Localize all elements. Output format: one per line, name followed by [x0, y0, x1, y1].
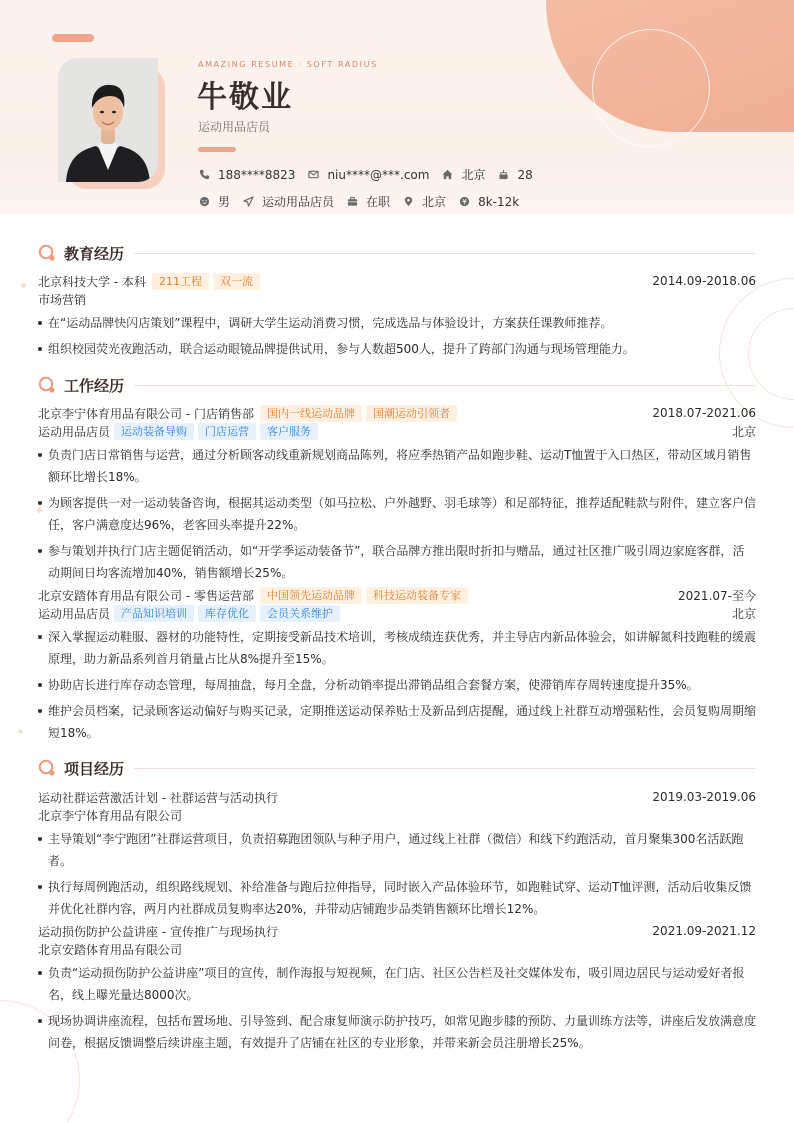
- section-title: 项目经历: [64, 759, 125, 778]
- target-city-item: [402, 193, 446, 210]
- user-smile-icon: [198, 196, 210, 208]
- entry-header: [38, 788, 756, 806]
- project-name: 运动损伤防护公益讲座 - 宣传推广与现场执行: [38, 924, 278, 939]
- briefcase-icon: [346, 196, 358, 208]
- decorative-dot: [21, 283, 26, 288]
- section-magnifier-icon: [38, 244, 56, 262]
- status-value: 在职: [366, 195, 391, 209]
- home-icon: [441, 169, 453, 181]
- entry-date: 2018.07-2021.06: [652, 406, 756, 420]
- age-item: [497, 168, 532, 182]
- company-tag: 国潮运动引领者: [366, 405, 457, 422]
- entry-header: [38, 404, 756, 422]
- school-name: 北京科技大学 - 本科: [38, 274, 146, 289]
- candidate-role: 运动用品店员: [198, 120, 271, 134]
- entry-date: 2014.09-2018.06: [652, 274, 756, 288]
- bullet-item: 负责门店日常销售与运营，通过分析顾客动线重新规划商品陈列，将应季热销产品如跑步鞋、运动T恤置于入口热区，带动区域月销售额环比增长18%。: [38, 444, 756, 488]
- section-header: [38, 757, 756, 779]
- skill-tag: 会员关系维护: [260, 605, 340, 622]
- section-header: [38, 374, 756, 396]
- skill-tag: 产品知识培训: [114, 605, 194, 622]
- work-section: [38, 374, 756, 744]
- position-name: 运动用品店员: [38, 424, 111, 439]
- company-tag: 国内一线运动品牌: [260, 405, 362, 422]
- email-item: [307, 168, 429, 182]
- section-divider: [134, 768, 756, 769]
- section-divider: [134, 253, 756, 254]
- candidate-name: 牛敬业: [197, 80, 293, 115]
- resume-tagline: AMAZING RESUME · SOFT RADIUS: [198, 60, 378, 69]
- skill-tag: 客户服务: [260, 423, 318, 440]
- bullet-list: [38, 444, 756, 584]
- target-job-value: 运动用品店员: [262, 195, 335, 209]
- section-title: 工作经历: [64, 376, 125, 395]
- location-pin-icon: [402, 196, 414, 208]
- position-name: 运动用品店员: [38, 606, 111, 621]
- contact-row: [198, 166, 545, 183]
- section-magnifier-icon: [38, 376, 56, 394]
- company-name: 北京李宁体育用品有限公司 - 门店销售部: [38, 406, 254, 421]
- entry-header: [38, 922, 756, 940]
- education-entry: [38, 272, 756, 360]
- salary-value: 8k-12k: [478, 194, 520, 209]
- project-org: 北京安踏体育用品有限公司: [38, 942, 183, 957]
- accent-pill: [52, 34, 94, 42]
- status-item: [346, 193, 390, 210]
- bullet-item: 为顾客提供一对一运动装备咨询，根据其运动类型（如马拉松、户外越野、羽毛球等）和足部特征，推荐适配鞋款与附件，建立客户信任，客户满意度达96%，老客回头率提升22%。: [38, 492, 756, 536]
- school-tag: 双一流: [213, 273, 260, 290]
- entry-subheader: [38, 422, 756, 440]
- entry-header: [38, 272, 756, 290]
- entry-date: 2021.07-至今: [678, 588, 756, 603]
- bullet-item: 负责“运动损伤防护公益讲座”项目的宣传，制作海报与短视频，在门店、社区公告栏及社交媒体发布，吸引周边居民与运动爱好者报名，线上曝光量达8000次。: [38, 962, 756, 1006]
- city-item: [441, 166, 485, 183]
- entry-subheader: [38, 604, 756, 622]
- project-entry: [38, 922, 756, 1054]
- coin-icon: [458, 196, 470, 208]
- bullet-item: 现场协调讲座流程，包括布置场地、引导签到、配合康复师演示防护技巧，如常见跑步膝的预防、力量训练方法等，讲座后发放满意度问卷，根据反馈调整后续讲座主题，有效提升了店铺在社区的专业形象，并带来新会员注册增长25%。: [38, 1010, 756, 1054]
- phone-item: [198, 168, 295, 182]
- phone-value: 188****8823: [218, 167, 296, 182]
- phone-icon: [198, 169, 210, 181]
- gender-value: 男: [218, 195, 231, 209]
- entry-header: [38, 586, 756, 604]
- cake-icon: [497, 169, 509, 181]
- salary-item: [458, 195, 519, 209]
- section-header: [38, 242, 756, 264]
- bullet-item: 主导策划“李宁跑团”社群运营项目，负责招募跑团领队与种子用户，通过线上社群（微信）和线下约跑活动，首月聚集300名活跃跑者。: [38, 828, 756, 872]
- decorative-ring: [592, 29, 710, 147]
- skill-tag: 库存优化: [198, 605, 256, 622]
- section-magnifier-icon: [38, 759, 56, 777]
- education-section: [38, 242, 756, 360]
- send-icon: [242, 196, 254, 208]
- bullet-item: 协助店长进行库存动态管理，每周抽盘，每月全盘，分析动销率提出滞销品组合套餐方案，使滞销库存周转速度提升35%。: [38, 674, 756, 696]
- bullet-item: 在“运动品牌快闪店策划”课程中，调研大学生运动消费习惯，完成选品与体验设计，方案获任课教师推荐。: [38, 312, 756, 334]
- details-row: [198, 193, 531, 210]
- skill-tag: 门店运营: [198, 423, 256, 440]
- entry-subheader: [38, 806, 756, 824]
- project-name: 运动社群运营激活计划 - 社群运营与活动执行: [38, 790, 278, 805]
- work-entry: [38, 404, 756, 584]
- bullet-item: 执行每周例跑活动，组织路线规划、补给准备与跑后拉伸指导，同时嵌入产品体验环节，如跑鞋试穿、运动T恤评测，活动后收集反馈并优化社群内容，两月内社群成员复购率达20%，并带动店铺跑步品类销售额环比增长12%。: [38, 876, 756, 920]
- bullet-list: [38, 962, 756, 1054]
- work-city: 北京: [731, 424, 756, 439]
- bullet-list: [38, 626, 756, 744]
- email-icon: [307, 169, 319, 181]
- entry-date: 2021.09-2021.12: [652, 924, 756, 938]
- projects-section: [38, 757, 756, 1054]
- age-value: 28: [517, 167, 533, 182]
- entry-date: 2019.03-2019.06: [652, 790, 756, 804]
- project-org: 北京李宁体育用品有限公司: [38, 808, 183, 823]
- bullet-list: [38, 312, 756, 360]
- profile-photo: [58, 58, 158, 182]
- target-city-value: 北京: [422, 195, 447, 209]
- skill-tag: 运动装备导购: [114, 423, 194, 440]
- decorative-dot: [18, 729, 23, 734]
- bullet-item: 深入掌握运动鞋服、器材的功能特性，定期接受新品技术培训，考核成绩连获优秀，并主导店内新品体验会，如讲解氮科技跑鞋的缓震原理，助力新品系列首月销量占比从8%提升至15%。: [38, 626, 756, 670]
- bullet-item: 维护会员档案，记录顾客运动偏好与购买记录，定期推送运动保养贴士及新品到店提醒，通过线上社群互动增强粘性，会员复购周期缩短18%。: [38, 700, 756, 744]
- section-divider: [134, 385, 756, 386]
- school-tag: 211工程: [152, 273, 209, 290]
- role-underline: [198, 147, 236, 152]
- bullet-item: 组织校园荧光夜跑活动，联合运动眼镜品牌提供试用，参与人数超500人，提升了跨部门沟通与现场管理能力。: [38, 338, 756, 360]
- company-name: 北京安踏体育用品有限公司 - 零售运营部: [38, 588, 254, 603]
- entry-subheader: [38, 940, 756, 958]
- work-city: 北京: [731, 606, 756, 621]
- major-name: 市场营销: [38, 292, 87, 307]
- entry-subheader: [38, 290, 756, 308]
- city-value: 北京: [461, 168, 486, 182]
- bullet-list: [38, 828, 756, 920]
- project-entry: [38, 788, 756, 920]
- email-value: niu****@***.com: [327, 167, 430, 182]
- work-entry: [38, 586, 756, 744]
- target-job-item: [242, 193, 334, 210]
- section-title: 教育经历: [64, 244, 125, 263]
- bullet-item: 参与策划并执行门店主题促销活动，如“开学季运动装备节”，联合品牌方推出限时折扣与赠品，通过社区推广吸引周边家庭客群，活动期间日均客流增加40%，销售额增长25%。: [38, 540, 756, 584]
- gender-item: [198, 193, 230, 210]
- company-tag: 科技运动装备专家: [366, 587, 468, 604]
- company-tag: 中国领先运动品牌: [260, 587, 362, 604]
